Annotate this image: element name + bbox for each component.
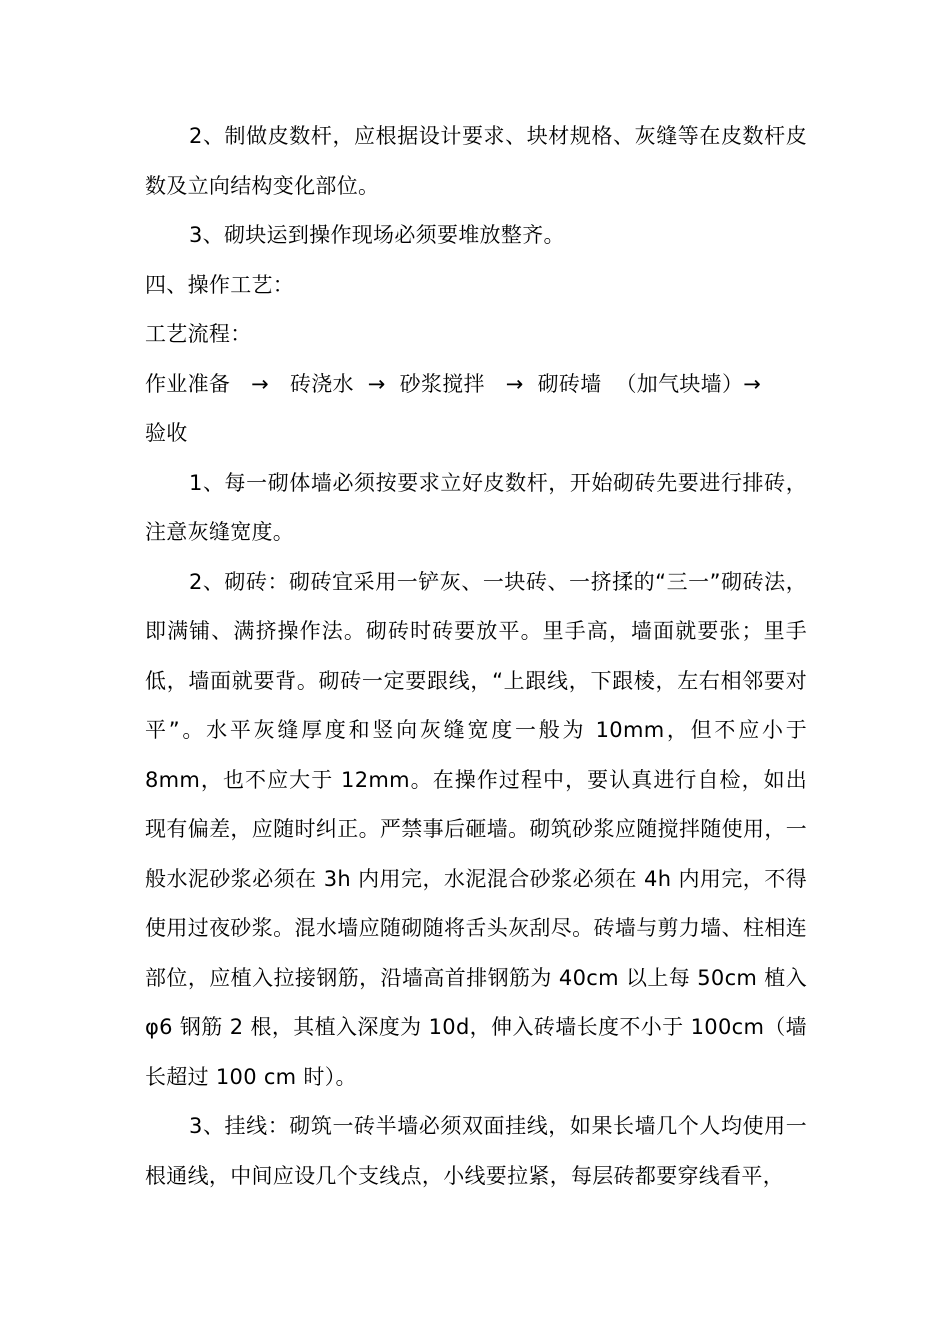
paragraph-step-2: 2、砌砖：砌砖宜采用一铲灰、一块砖、一挤揉的“三一”砌砖法，即满铺、满挤操作法。砌砖时砖要放平。里手高，墙面就要张；里手低，墙面就要背。砌砖一定要跟线，“上跟线，下跟棱，左右相邻要对平”。水平灰缝厚度和竖向灰缝宽度一般为 10mm，但不应小于 8mm，也不应大于 12mm。在操作过程中，要认真进行自检，如出现有偏差，应随时纠正。严禁事后砸墙。砌筑砂浆应随搅拌随使用，一般水泥砂浆必须在 3h 内用完，水泥混合砂浆必须在 4h 内用完，不得使用过夜砂浆。混水墙应随砌随将舌头灰刮尽。砖墙与剪力墙、柱相连部位，应植入拉接钢筋，沿墙高首排钢筋为 40cm 以上每 50cm 植入φ6 钢筋 2 根，其植入深度为 10d，伸入砖墙长度不小于 100cm（墙长超过 100 cm 时）。 (145, 569, 807, 1089)
process-flow-line-1: 作业准备 → 砖浇水 → 砂浆搅拌 → 砌砖墙 （加气块墙）→ (145, 371, 762, 396)
document-body (145, 112, 807, 1201)
paragraph-preparation-3: 3、砌块运到操作现场必须要堆放整齐。 (189, 223, 565, 247)
paragraph-step-1: 1、每一砌体墙必须按要求立好皮数杆，开始砌砖先要进行排砖，注意灰缝宽度。 (145, 470, 807, 544)
paragraph-step-3: 3、挂线：砌筑一砖半墙必须双面挂线，如果长墙几个人均使用一根通线，中间应设几个支线点，小线要拉紧，每层砖都要穿线看平， (145, 1114, 807, 1188)
process-flow-line-2: 验收 (145, 421, 188, 445)
process-flow-label: 工艺流程： (145, 322, 252, 346)
paragraph-preparation-2: 2、制做皮数杆，应根据设计要求、块材规格、灰缝等在皮数杆皮数及立向结构变化部位。 (145, 124, 807, 198)
section-heading-operation-process: 四、操作工艺： (145, 272, 295, 297)
